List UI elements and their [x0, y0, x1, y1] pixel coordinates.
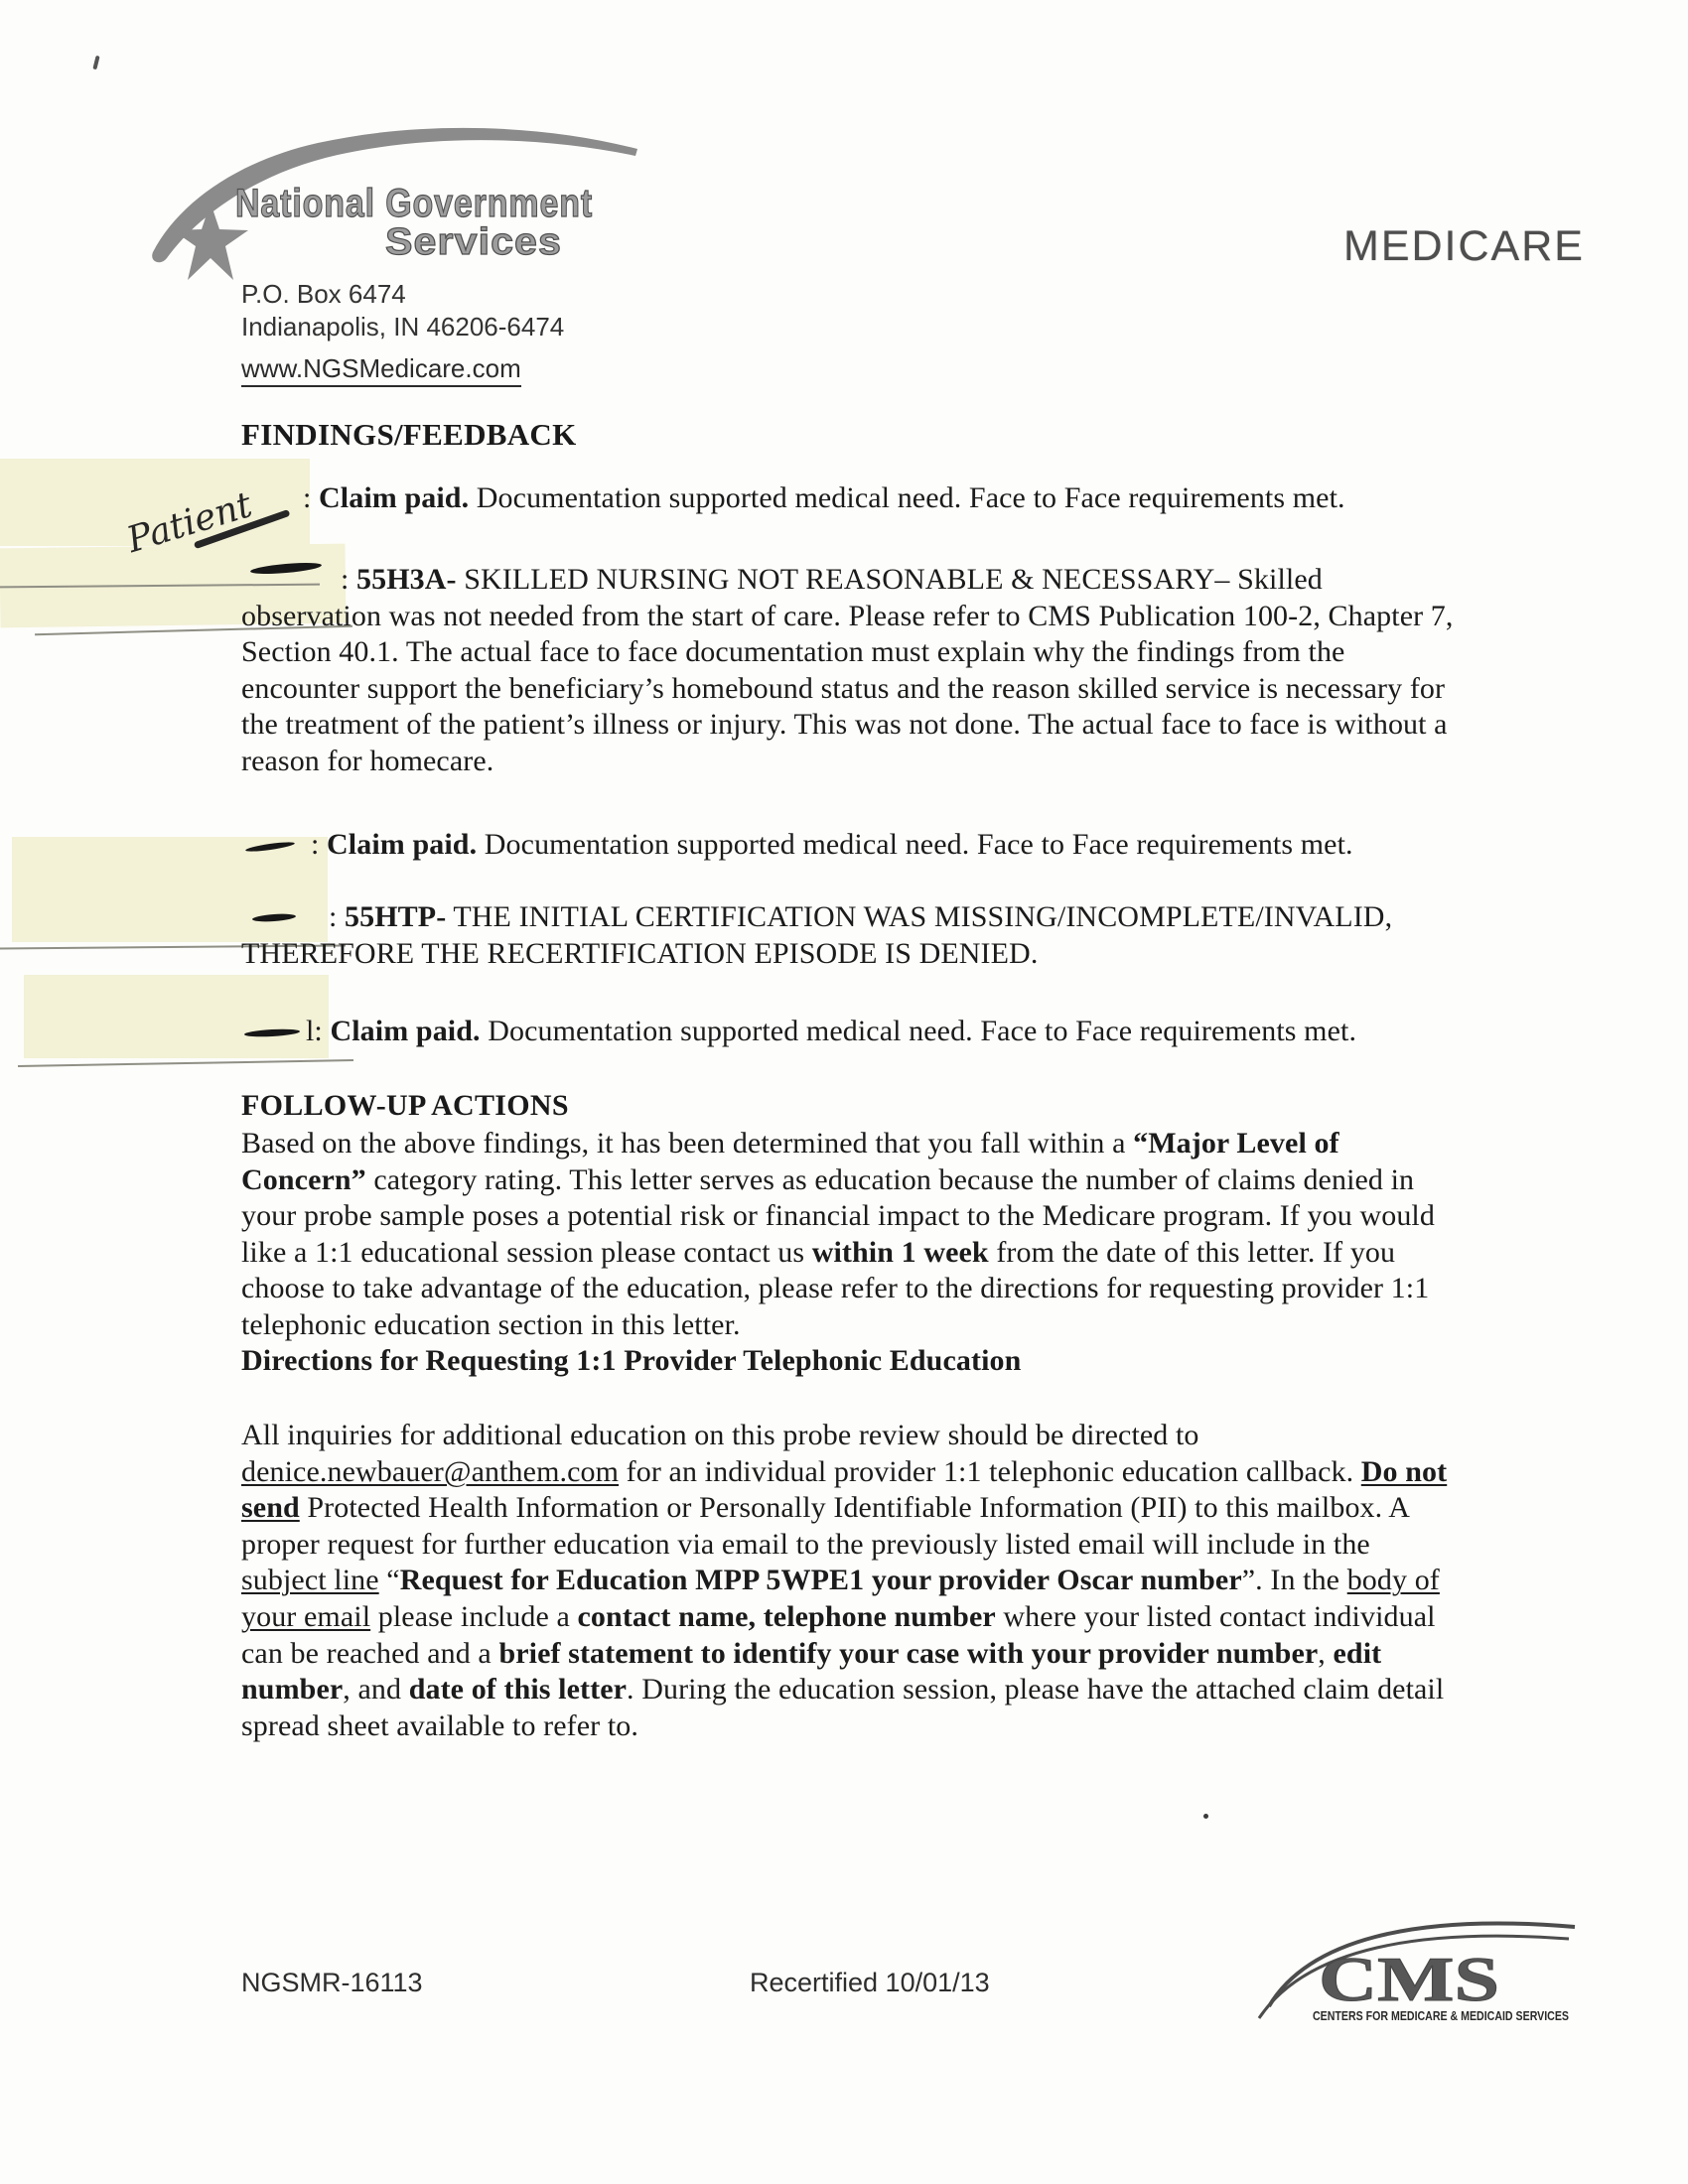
ngs-logo	[139, 123, 655, 294]
address-line-1: P.O. Box 6474	[241, 279, 406, 309]
finding-item-55htp: : 55HTP- THE INITIAL CERTIFICATION WAS MISSING/INCOMPLETE/INVALID, THEREFORE THE RECERTIFICATION EPISODE IS DENIED.	[241, 900, 1393, 970]
footer-recertified-date: Recertified 10/01/13	[750, 1968, 990, 1997]
redaction-highlight	[24, 975, 329, 1058]
follow-up-heading: FOLLOW-UP ACTIONS	[241, 1089, 569, 1122]
findings-heading: FINDINGS/FEEDBACK	[241, 417, 577, 452]
scan-line-artifact	[18, 1059, 353, 1067]
website-link: www.NGSMedicare.com	[241, 353, 521, 387]
directions-body: All inquiries for additional education on this probe review should be directed to denice.newbauer@anthem.com for an individual provider 1:1 telephonic education callback. Do not send Protected Health Information or Personally Identifiable Information (PII) to this mailbox. A proper request for further education via email to the previously listed email will include in the subject line “Request for Education MPP 5WPE1 your provider Oscar number”. In the body of your email please include a contact name, telephone number where your listed contact individual can be reached and a brief statement to identify your case with your provider number, edit number, and date of this letter. During the education session, please have the attached claim detail spread sheet available to refer to.	[241, 1419, 1448, 1742]
handwritten-word: Patient	[122, 484, 257, 562]
medicare-label: MEDICARE	[1343, 222, 1585, 270]
cms-acronym: CMS	[1319, 1944, 1499, 2014]
scan-mark-artifact	[92, 56, 99, 70]
finding-item-55h3a: : 55H3A- SKILLED NURSING NOT REASONABLE & NECESSARY– Skilled observation was not needed from the start of care. Please refer to CMS Publication 100-2, Chapter 7, Section 40.1. The actual face to face documentation must explain why the findings from the encounter support the beneficiary’s homebound status and the reason skilled service is necessary for the treatment of the patient’s illness or injury. This was not done. The actual face to face is without a reason for homecare.	[241, 563, 1454, 777]
footer-doc-number: NGSMR-16113	[241, 1968, 423, 1997]
org-name-line2: Services	[385, 221, 562, 263]
cms-tagline: CENTERS FOR MEDICARE & MEDICAID SERVICES	[1313, 2009, 1569, 2023]
follow-up-body: Based on the above findings, it has been determined that you fall within a “Major Level of Concern” category rating. This letter serves as education because the number of claims denied in your probe sample poses a potential risk or financial impact to the Medicare program. If you would like a 1:1 educational session please contact us within 1 week from the date of this letter. If you choose to take advantage of the education, please refer to the directions for requesting provider 1:1 telephonic education section in this letter.	[241, 1127, 1435, 1341]
finding-item-claim-paid-2: : Claim paid. Documentation supported medical need. Face to Face requirements met.	[311, 828, 1353, 861]
directions-heading: Directions for Requesting 1:1 Provider Telephonic Education	[241, 1344, 1022, 1377]
scan-dot-artifact	[1203, 1814, 1208, 1819]
org-name-line1: National Government	[235, 182, 593, 225]
cms-logo	[1253, 1909, 1587, 2028]
address-line-2: Indianapolis, IN 46206-6474	[241, 312, 565, 341]
finding-item-claim-paid-1: : Claim paid. Documentation supported medical need. Face to Face requirements met.	[303, 481, 1345, 514]
sender-address	[241, 278, 564, 343]
finding-item-claim-paid-3: l: Claim paid. Documentation supported medical need. Face to Face requirements met.	[306, 1015, 1357, 1047]
